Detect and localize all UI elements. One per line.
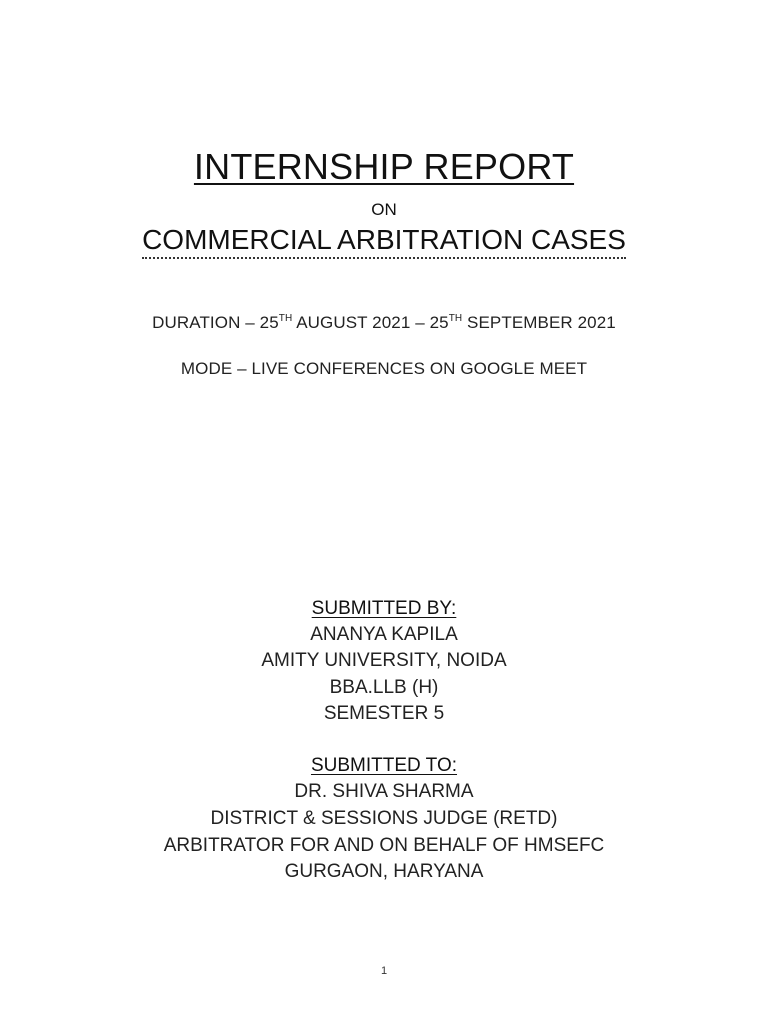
title-connector: ON: [371, 200, 397, 219]
report-subtitle-line: [0, 224, 768, 259]
duration-middle: AUGUST 2021 – 25: [292, 313, 449, 332]
duration-prefix: DURATION – 25: [152, 313, 279, 332]
submitted-to-role: ARBITRATOR FOR AND ON BEHALF OF HMSEFC: [163, 835, 605, 856]
submitted-by-name: ANANYA KAPILA: [310, 624, 458, 645]
submitted-by-university: AMITY UNIVERSITY, NOIDA: [261, 650, 507, 671]
submitted-by-heading: SUBMITTED BY:: [311, 598, 457, 619]
submitted-to-location: GURGAON, HARYANA: [284, 861, 484, 882]
duration-superscript-end: TH: [448, 313, 463, 324]
submitted-to-name: DR. SHIVA SHARMA: [294, 781, 474, 802]
mode-line: MODE – LIVE CONFERENCES ON GOOGLE MEET: [180, 359, 588, 378]
report-subtitle: COMMERCIAL ARBITRATION CASES: [142, 224, 626, 259]
submitted-to-position: DISTRICT & SESSIONS JUDGE (RETD): [210, 808, 558, 829]
duration-suffix: SEPTEMBER 2021: [462, 313, 616, 332]
submitted-by-program: BBA.LLB (H): [329, 677, 439, 698]
submitted-to-heading: SUBMITTED TO:: [310, 755, 458, 776]
report-title: INTERNSHIP REPORT: [193, 146, 575, 187]
duration-superscript-start: TH: [278, 313, 293, 324]
submitted-by-semester: SEMESTER 5: [323, 703, 445, 724]
duration-line: [0, 313, 768, 333]
page-number: 1: [380, 965, 388, 977]
